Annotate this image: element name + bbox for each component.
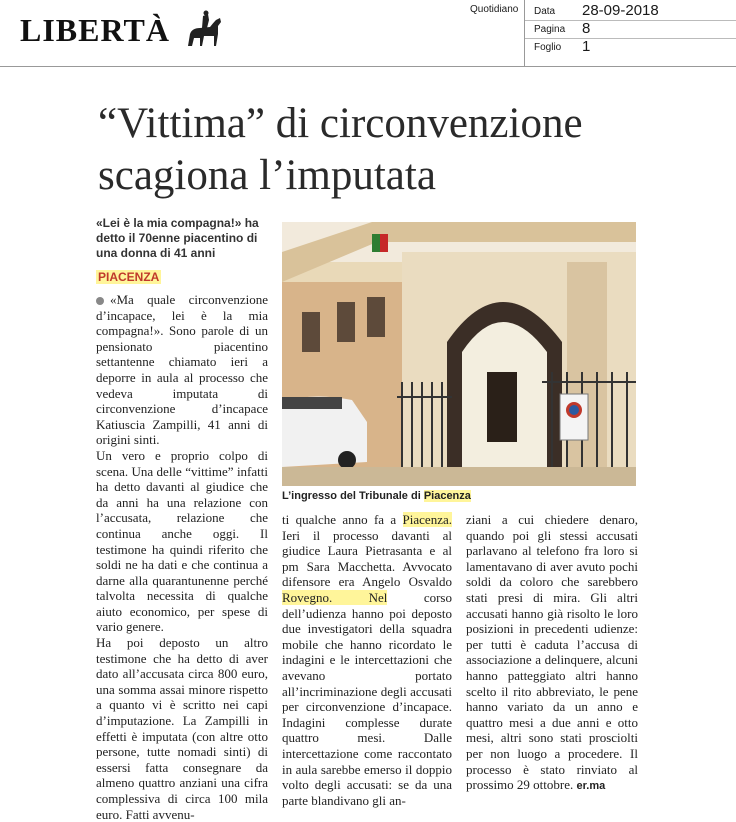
article-subtitle: «Lei è la mia compagna!» ha detto il 70enne piacentino di una donna di 41 anni (96, 216, 259, 260)
sheet-value: 1 (582, 38, 591, 55)
tribunal-photo (282, 222, 636, 486)
highlighted-name: Rovegno. Nel (282, 589, 388, 605)
date-value: 28-09-2018 (582, 2, 659, 19)
paragraph-text: ziani a cui chiedere denaro, quando poi gli stessi accusati parlavano al telefono fra loro si lamentavano di aver avuto pochi soldi da coloro che sarebbero stati presi di mira. Gli altri accusati hanno già risolto le loro posizioni in precedenti udienze: per tutti è caduta l’accusa di associazione a delinquere, alcuni hanno patteggiato altri hanno scelto il rito abbreviato, le pene hanno variato da un anno e quattro mesi a due anni e otto mesi, altri sono stati prosciolti per non luogo a procedere. Il processo è stato rinviato al prossimo 29 ottobre. (466, 512, 638, 793)
location-kicker: PIACENZA (98, 270, 160, 284)
article-title (98, 98, 718, 202)
paragraph-text: ti qualche anno fa a (282, 512, 403, 527)
newspaper-logo: LIBERTÀ (20, 12, 170, 48)
header-rule (525, 38, 736, 39)
newspaper-header (0, 0, 736, 67)
paragraph (282, 512, 452, 808)
paragraph: Un vero e proprio colpo di scena. Una delle “vittime” infatti ha detto davanti al giudice che da anni ha una relazione con l’accusata, relazione che continua anche oggi. Il testimone ha quindi riferito che soldi ne ha dati e che continua a darne alla quarantunenne perché talvolta necessita di qualche aiuto economico, per spese di vario genere. (96, 447, 268, 635)
equestrian-statue-icon (180, 8, 226, 54)
article-column-3 (466, 512, 638, 795)
date-label: Data (534, 6, 556, 17)
article-column-1 (96, 292, 268, 822)
article-column-2 (282, 512, 452, 808)
title-line: scagiona l’imputata (98, 152, 436, 199)
caption-text: L’ingresso del Tribunale di (282, 490, 424, 502)
paragraph (96, 292, 268, 448)
photo-caption (282, 490, 636, 502)
paragraph: Ha poi deposto un altro testimone che ha detto di aver dato all’accusata circa 800 euro, una somma assai minore rispetto a quanto vi è scritto nei capi d’imputazione. La Zampilli in effetti è imputata (con altre otto persone, tutte nomadi sinti) di essersi fatta consegnare da almeno quattro anziani una cifra complessiva di circa 100 mila euro. Fatti avvenu- (96, 635, 268, 822)
author-signature: er.ma (576, 780, 606, 793)
highlighted-place: Piacenza. (402, 512, 452, 527)
sheet-label: Foglio (534, 42, 562, 53)
paragraph (466, 512, 638, 795)
publication-type: Quotidiano (470, 4, 519, 15)
title-line: “Vittima” di circonvenzione (98, 100, 583, 147)
header-divider (524, 0, 525, 66)
paragraph-text: corso dell’udienza hanno poi deposto due investigatori della squadra mobile che hanno ricordato le indagini e le intercettazioni che avevano portato all’incriminazione degli accusati per circonvenzione d’incapace. Indagini complesse durate quattro mesi. Dalle intercettazione come raccontato in aula sarebbe emerso il doppio volto degli accusati: se da una parte blandivano gli an- (282, 589, 452, 808)
page-label: Pagina (534, 24, 566, 35)
paragraph-text: «Ma quale circonvenzione d’incapace, lei è la mia compagna!». Sono parole di un pensionato piacentino settantenne chiamato ieri a deporre in aula al processo che vedeva imputata di circonvenzione d’incapace Katiuscia Zampilli, 41 anni di origini sinti. (96, 292, 268, 448)
caption-place: Piacenza (423, 490, 471, 502)
header-rule (525, 20, 736, 21)
paragraph-text: Ieri il processo davanti al giudice Laura Pietrasanta e al pm Sara Macchetta. Avvocato difensore era Angelo Osvaldo (282, 527, 452, 590)
page-value: 8 (582, 20, 591, 37)
bullet-icon (96, 297, 104, 305)
